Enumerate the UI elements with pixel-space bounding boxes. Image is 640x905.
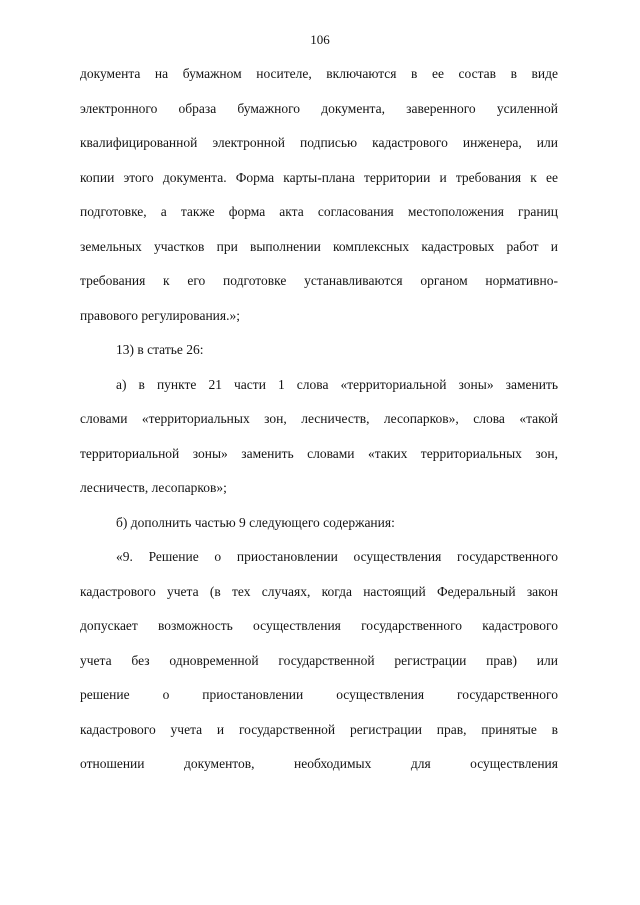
text-line: б) дополнить частью 9 следующего содержания:	[116, 514, 395, 530]
text-line: квалифицированной электронной подписью кадастрового инженера, или	[80, 135, 558, 150]
text-line: «9. Решение о приостановлении осуществления государственного	[116, 549, 558, 564]
text-line: а) в пункте 21 части 1 слова «территориальной зоны» заменить	[116, 376, 558, 392]
text-line: кадастрового учета и государственной регистрации прав, принятые в	[80, 721, 558, 737]
page-number: 106	[310, 32, 330, 47]
body-text	[80, 62, 558, 787]
text-line: электронного образа бумажного документа, заверенного усиленной	[80, 100, 558, 116]
text-line: копии этого документа. Форма карты-плана территории и требования к ее	[80, 169, 558, 185]
text-line: учета без одновременной государственной регистрации прав) или	[80, 652, 558, 668]
text-line: допускает возможность осуществления государственного кадастрового	[80, 618, 558, 633]
text-line: земельных участков при выполнении комплексных кадастровых работ и	[80, 238, 558, 254]
text-line: документа на бумажном носителе, включаются в ее состав в виде	[80, 66, 558, 81]
text-line: правового регулирования.»;	[80, 307, 240, 323]
text-line: решение о приостановлении осуществления государственного	[80, 687, 558, 702]
text-line: 13) в статье 26:	[116, 342, 204, 357]
text-line: территориальной зоны» заменить словами «таких территориальных зон,	[80, 445, 558, 461]
text-line: требования к его подготовке устанавливаются органом нормативно-	[80, 273, 558, 288]
text-line: словами «территориальных зон, лесничеств, лесопарков», слова «такой	[80, 411, 558, 426]
text-line: подготовке, а также форма акта согласования местоположения границ	[80, 204, 558, 219]
text-line: отношении документов, необходимых для осуществления	[80, 756, 558, 771]
text-line: лесничеств, лесопарков»;	[80, 480, 227, 495]
text-line: кадастрового учета (в тех случаях, когда настоящий Федеральный закон	[80, 583, 558, 599]
